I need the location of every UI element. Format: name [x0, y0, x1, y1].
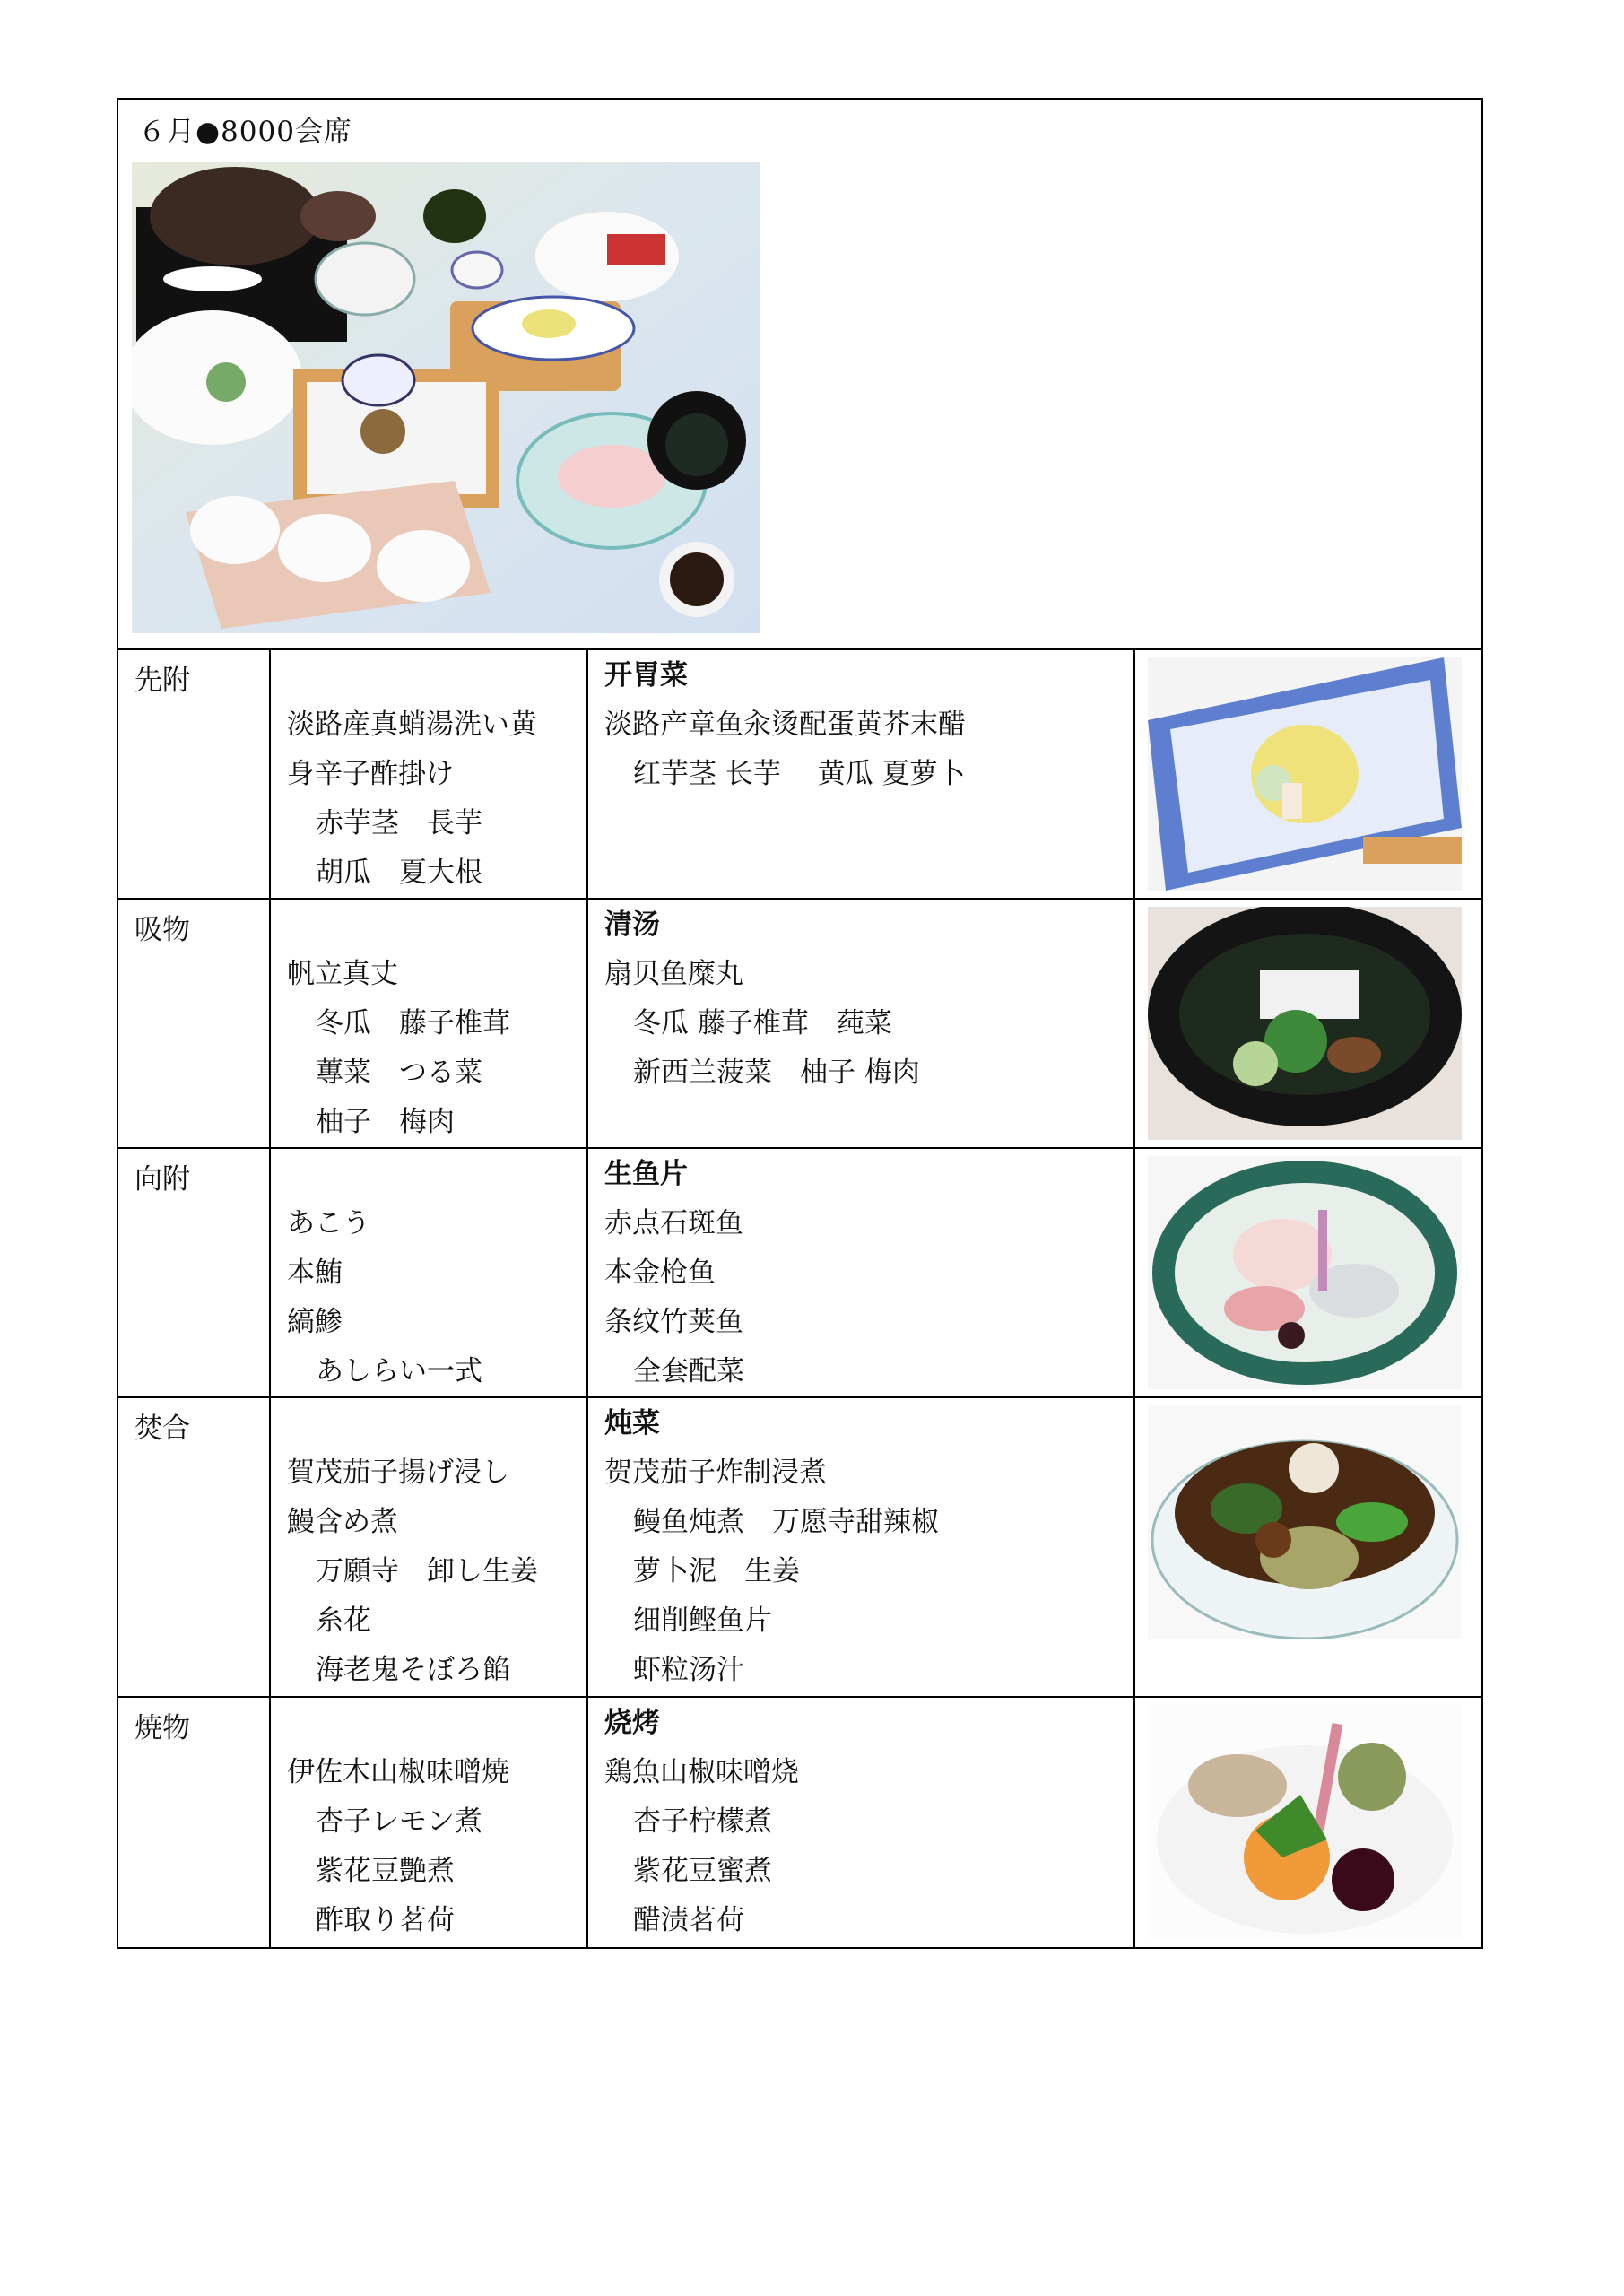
cn-item: 本金枪鱼 — [604, 1257, 716, 1289]
cn-item: 细削鲣鱼片 — [633, 1605, 772, 1637]
course-heading-cn: 开胃菜 — [604, 659, 688, 691]
jp-item: 伊佐木山椒味噌焼 — [287, 1756, 509, 1788]
course-items-jp — [271, 650, 588, 898]
jp-item: 胡瓜 夏大根 — [316, 857, 482, 889]
cn-item: 冬瓜 藤子椎茸 莼菜 — [633, 1007, 892, 1039]
jp-item: 万願寺 卸し生姜 — [316, 1555, 538, 1587]
course-items-jp — [271, 1149, 588, 1396]
jp-item: 鰻含め煮 — [287, 1506, 398, 1538]
jp-item: あしらい一式 — [316, 1355, 482, 1387]
jp-item: 身辛子酢掛け — [287, 758, 454, 790]
jp-item: 赤芋茎 長芋 — [316, 807, 482, 839]
jp-item: 蓴菜 つる菜 — [316, 1057, 482, 1089]
course-photo-cell — [1135, 1398, 1481, 1696]
cn-item: 醋渍茗荷 — [633, 1904, 744, 1936]
cn-item: 扇贝鱼糜丸 — [604, 958, 743, 990]
course-photo-cell — [1135, 900, 1481, 1147]
course-heading-cn: 清汤 — [604, 909, 660, 941]
cn-item: 全套配菜 — [633, 1355, 744, 1387]
jp-item: あこう — [287, 1207, 370, 1239]
simmered-dish-bowl-photo — [1148, 1405, 1462, 1639]
course-items-cn — [588, 650, 1135, 898]
grilled-fish-plate-photo — [1148, 1705, 1462, 1938]
course-row — [118, 1698, 1481, 1947]
jp-item: 柚子 梅肉 — [316, 1106, 455, 1138]
jp-item: 酢取り茗荷 — [316, 1904, 455, 1936]
course-category-jp: 先附 — [118, 650, 271, 898]
course-heading-cn: 炖菜 — [604, 1407, 660, 1439]
jp-item: 縞鯵 — [287, 1306, 343, 1338]
course-category-jp: 吸物 — [118, 900, 271, 1147]
menu-sheet — [117, 98, 1483, 1949]
cn-item: 鶏魚山椒味噌烧 — [604, 1756, 799, 1788]
course-photo-cell — [1135, 1698, 1481, 1947]
course-category-jp: 焼物 — [118, 1698, 271, 1947]
cn-item: 杏子柠檬煮 — [633, 1805, 772, 1838]
course-row — [118, 900, 1481, 1149]
course-heading-cn: 烧烤 — [604, 1707, 660, 1739]
cn-item: 虾粒汤汁 — [633, 1654, 744, 1686]
jp-item: 冬瓜 藤子椎茸 — [316, 1007, 510, 1039]
clear-soup-bowl-photo — [1148, 907, 1462, 1140]
cn-item: 新西兰菠菜 柚子 梅肉 — [633, 1057, 920, 1089]
course-items-jp — [271, 1698, 588, 1947]
course-items-cn — [588, 1149, 1135, 1396]
jp-item: 海老鬼そぼろ餡 — [316, 1654, 510, 1686]
course-items-cn — [588, 1698, 1135, 1947]
cn-item: 红芋茎 长芋 黄瓜 夏萝卜 — [633, 758, 966, 790]
course-items-jp — [271, 1398, 588, 1696]
cn-item: 赤点石斑鱼 — [604, 1207, 743, 1239]
cn-item: 萝卜泥 生姜 — [633, 1555, 800, 1587]
jp-item: 賀茂茄子揚げ浸し — [287, 1457, 509, 1489]
jp-item: 帆立真丈 — [287, 958, 398, 990]
cn-item: 贺茂茄子炸制浸煮 — [604, 1457, 827, 1489]
cn-item: 紫花豆蜜煮 — [633, 1855, 772, 1887]
jp-item: 淡路産真蛸湯洗い黄 — [287, 709, 537, 741]
course-photo-cell — [1135, 1149, 1481, 1396]
cn-item: 淡路产章鱼汆烫配蛋黄芥末醋 — [604, 709, 966, 741]
course-items-jp — [271, 900, 588, 1147]
course-row — [118, 1149, 1481, 1398]
course-photo-cell — [1135, 650, 1481, 898]
sashimi-bowl-photo — [1148, 1156, 1462, 1389]
course-items-cn — [588, 900, 1135, 1147]
course-category-jp: 焚合 — [118, 1398, 271, 1696]
jp-item: 本鮪 — [287, 1257, 343, 1289]
jp-item: 糸花 — [316, 1605, 371, 1637]
menu-title: ６月●8000会席 — [138, 116, 352, 148]
jp-item: 紫花豆艶煮 — [316, 1855, 455, 1887]
course-items-cn — [588, 1398, 1135, 1696]
full-course-photo — [132, 162, 760, 633]
course-row — [118, 1398, 1481, 1698]
menu-header — [118, 100, 1481, 650]
jp-item: 杏子レモン煮 — [316, 1805, 482, 1838]
course-row — [118, 650, 1481, 900]
course-category-jp: 向附 — [118, 1149, 271, 1396]
cn-item: 条纹竹荚鱼 — [604, 1306, 743, 1338]
plated-octopus-dish-photo — [1148, 657, 1462, 891]
cn-item: 鳗鱼炖煮 万愿寺甜辣椒 — [633, 1506, 939, 1538]
course-heading-cn: 生鱼片 — [604, 1158, 688, 1190]
